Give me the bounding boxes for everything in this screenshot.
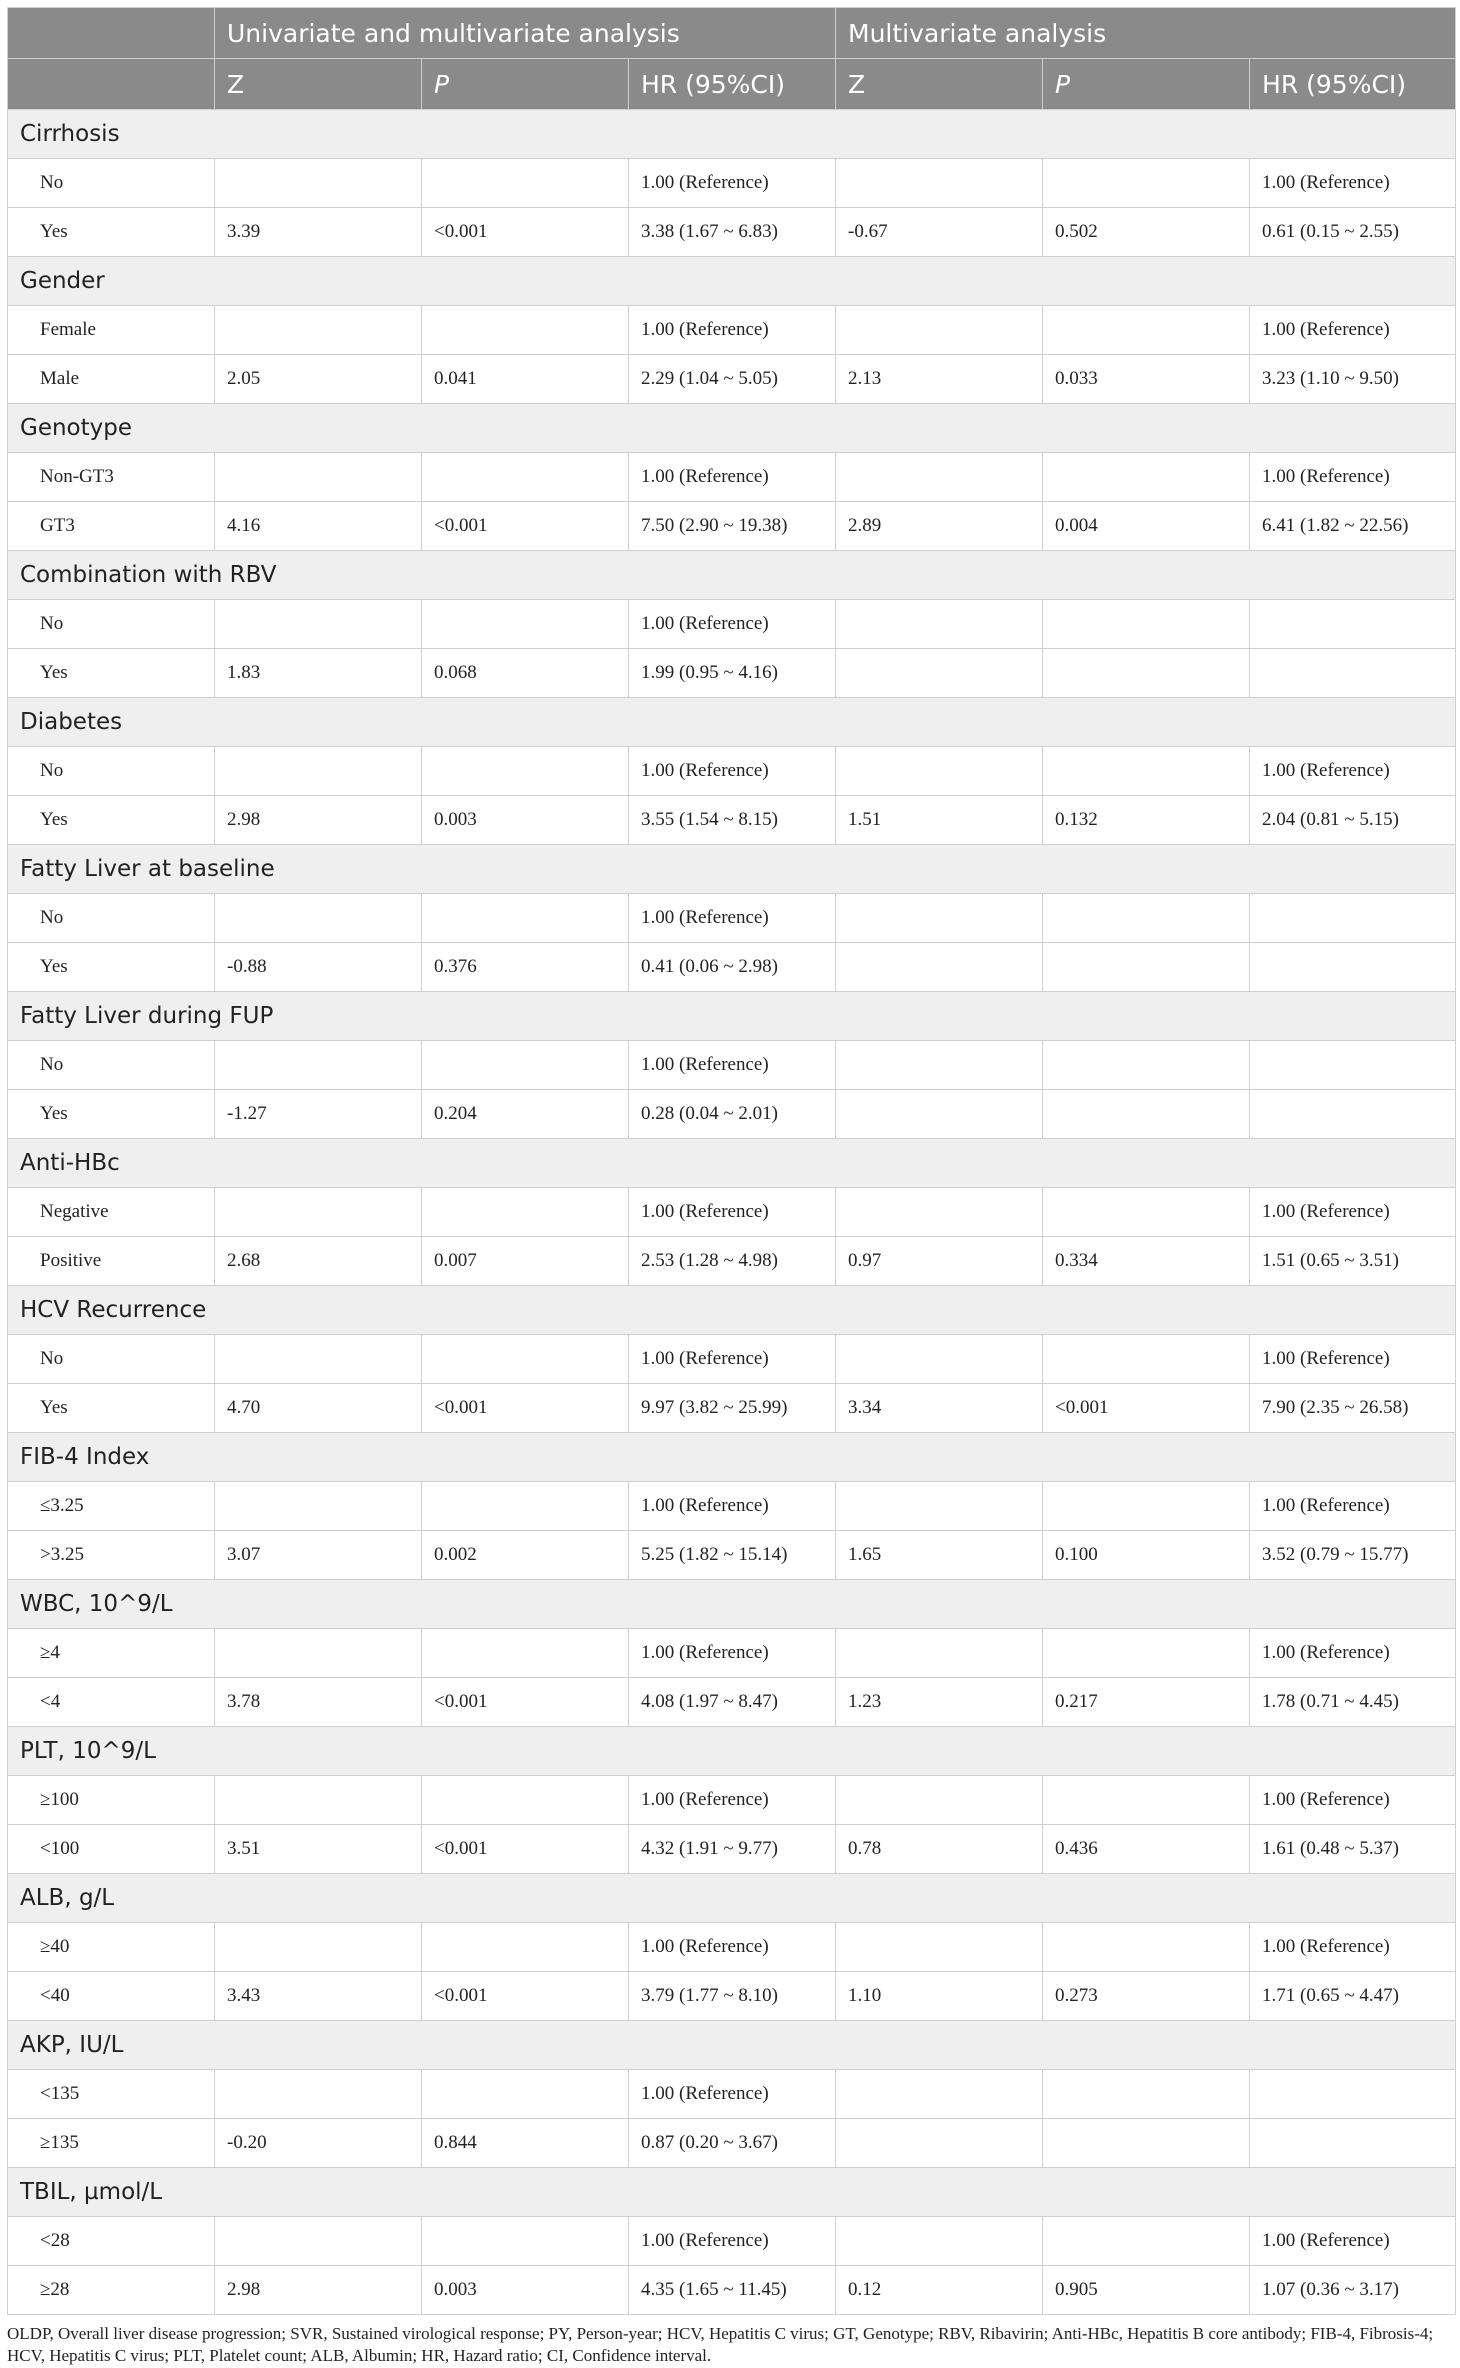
multivariate-z-cell: 0.12: [836, 2266, 1043, 2315]
multivariate-z-cell: -0.67: [836, 208, 1043, 257]
multivariate-hr-cell: 1.61 (0.48 ~ 5.37): [1250, 1825, 1456, 1874]
univariate-p-cell: [422, 2217, 629, 2266]
group-header-row: [8, 698, 1456, 747]
multivariate-z-cell: [836, 600, 1043, 649]
level-label-cell: ≤3.25: [8, 1482, 215, 1531]
multivariate-z-cell: 1.51: [836, 796, 1043, 845]
multivariate-z-cell: [836, 1041, 1043, 1090]
group-header-row: [8, 845, 1456, 894]
multivariate-hr-cell: [1250, 2119, 1456, 2168]
multivariate-z-cell: [836, 1776, 1043, 1825]
level-label-cell: No: [8, 600, 215, 649]
multivariate-p-cell: [1043, 1923, 1250, 1972]
header-col-p: P: [1043, 59, 1250, 110]
univariate-p-cell: 0.376: [422, 943, 629, 992]
group-header-row: [8, 2021, 1456, 2070]
univariate-hr-cell: 0.87 (0.20 ~ 3.67): [629, 2119, 836, 2168]
univariate-hr-cell: 1.00 (Reference): [629, 600, 836, 649]
multivariate-hr-cell: 1.00 (Reference): [1250, 2217, 1456, 2266]
variable-group-label: ALB, g/L: [8, 1874, 1456, 1923]
univariate-hr-cell: 9.97 (3.82 ~ 25.99): [629, 1384, 836, 1433]
univariate-z-cell: 2.98: [215, 796, 422, 845]
table-row: [8, 2266, 1456, 2315]
multivariate-hr-cell: 1.00 (Reference): [1250, 1776, 1456, 1825]
multivariate-z-cell: [836, 747, 1043, 796]
level-label-cell: ≥135: [8, 2119, 215, 2168]
table-row: [8, 1629, 1456, 1678]
header-univariate-group: Univariate and multivariate analysis: [215, 8, 836, 59]
multivariate-hr-cell: 1.78 (0.71 ~ 4.45): [1250, 1678, 1456, 1727]
univariate-z-cell: [215, 1482, 422, 1531]
multivariate-p-cell: 0.100: [1043, 1531, 1250, 1580]
table-row: [8, 600, 1456, 649]
multivariate-z-cell: [836, 159, 1043, 208]
multivariate-p-cell: <0.001: [1043, 1384, 1250, 1433]
variable-group-label: Combination with RBV: [8, 551, 1456, 600]
header-row-groups: [8, 8, 1456, 59]
header-col-p: P: [422, 59, 629, 110]
univariate-hr-cell: 1.00 (Reference): [629, 453, 836, 502]
univariate-z-cell: -1.27: [215, 1090, 422, 1139]
multivariate-p-cell: 0.502: [1043, 208, 1250, 257]
univariate-z-cell: [215, 2070, 422, 2119]
univariate-hr-cell: 1.00 (Reference): [629, 1188, 836, 1237]
multivariate-p-cell: [1043, 1041, 1250, 1090]
univariate-hr-cell: 1.00 (Reference): [629, 1776, 836, 1825]
group-header-row: [8, 110, 1456, 159]
variable-group-label: TBIL, µmol/L: [8, 2168, 1456, 2217]
header-row-columns: [8, 59, 1456, 110]
level-label-cell: ≥40: [8, 1923, 215, 1972]
univariate-p-cell: [422, 1776, 629, 1825]
group-header-row: [8, 992, 1456, 1041]
level-label-cell: No: [8, 1335, 215, 1384]
table-row: [8, 1041, 1456, 1090]
variable-group-label: Cirrhosis: [8, 110, 1456, 159]
univariate-z-cell: 2.68: [215, 1237, 422, 1286]
univariate-hr-cell: 1.00 (Reference): [629, 2070, 836, 2119]
multivariate-z-cell: [836, 649, 1043, 698]
univariate-p-cell: [422, 1482, 629, 1531]
level-label-cell: ≥100: [8, 1776, 215, 1825]
multivariate-hr-cell: 3.23 (1.10 ~ 9.50): [1250, 355, 1456, 404]
level-label-cell: Yes: [8, 208, 215, 257]
multivariate-z-cell: 2.13: [836, 355, 1043, 404]
multivariate-p-cell: [1043, 453, 1250, 502]
level-label-cell: ≥28: [8, 2266, 215, 2315]
univariate-p-cell: 0.003: [422, 796, 629, 845]
multivariate-hr-cell: 1.51 (0.65 ~ 3.51): [1250, 1237, 1456, 1286]
multivariate-z-cell: [836, 1090, 1043, 1139]
multivariate-p-cell: [1043, 2217, 1250, 2266]
univariate-hr-cell: 1.00 (Reference): [629, 2217, 836, 2266]
univariate-p-cell: 0.844: [422, 2119, 629, 2168]
univariate-p-cell: 0.068: [422, 649, 629, 698]
table-row: [8, 943, 1456, 992]
univariate-p-cell: <0.001: [422, 502, 629, 551]
level-label-cell: Yes: [8, 1384, 215, 1433]
table-row: [8, 747, 1456, 796]
multivariate-z-cell: 2.89: [836, 502, 1043, 551]
variable-group-label: Anti-HBc: [8, 1139, 1456, 1188]
univariate-p-cell: [422, 306, 629, 355]
variable-group-label: PLT, 10^9/L: [8, 1727, 1456, 1776]
univariate-z-cell: [215, 1776, 422, 1825]
univariate-p-cell: <0.001: [422, 208, 629, 257]
multivariate-z-cell: [836, 2217, 1043, 2266]
variable-group-label: Fatty Liver during FUP: [8, 992, 1456, 1041]
variable-group-label: Fatty Liver at baseline: [8, 845, 1456, 894]
group-header-row: [8, 1286, 1456, 1335]
multivariate-p-cell: [1043, 306, 1250, 355]
level-label-cell: >3.25: [8, 1531, 215, 1580]
level-label-cell: <100: [8, 1825, 215, 1874]
multivariate-p-cell: 0.033: [1043, 355, 1250, 404]
variable-group-label: HCV Recurrence: [8, 1286, 1456, 1335]
table-row: [8, 208, 1456, 257]
univariate-hr-cell: 1.00 (Reference): [629, 1482, 836, 1531]
univariate-p-cell: 0.003: [422, 2266, 629, 2315]
group-header-row: [8, 404, 1456, 453]
table-row: [8, 453, 1456, 502]
table-row: [8, 1335, 1456, 1384]
variable-group-label: Genotype: [8, 404, 1456, 453]
table-row: [8, 1531, 1456, 1580]
group-header-row: [8, 1874, 1456, 1923]
univariate-z-cell: 2.98: [215, 2266, 422, 2315]
table-row: [8, 796, 1456, 845]
variable-group-label: Gender: [8, 257, 1456, 306]
univariate-p-cell: [422, 747, 629, 796]
univariate-z-cell: 3.43: [215, 1972, 422, 2021]
variable-group-label: WBC, 10^9/L: [8, 1580, 1456, 1629]
univariate-hr-cell: 1.00 (Reference): [629, 306, 836, 355]
univariate-z-cell: 3.39: [215, 208, 422, 257]
level-label-cell: Yes: [8, 1090, 215, 1139]
univariate-z-cell: [215, 306, 422, 355]
univariate-z-cell: [215, 894, 422, 943]
level-label-cell: Male: [8, 355, 215, 404]
univariate-p-cell: [422, 1629, 629, 1678]
multivariate-z-cell: [836, 1335, 1043, 1384]
univariate-hr-cell: 1.00 (Reference): [629, 1923, 836, 1972]
multivariate-p-cell: 0.905: [1043, 2266, 1250, 2315]
multivariate-hr-cell: 1.00 (Reference): [1250, 1188, 1456, 1237]
header-col-hr: HR (95%CI): [629, 59, 836, 110]
header-col-z: Z: [836, 59, 1043, 110]
level-label-cell: No: [8, 747, 215, 796]
level-label-cell: <4: [8, 1678, 215, 1727]
multivariate-hr-cell: [1250, 2070, 1456, 2119]
multivariate-p-cell: 0.217: [1043, 1678, 1250, 1727]
univariate-p-cell: <0.001: [422, 1825, 629, 1874]
multivariate-z-cell: 0.78: [836, 1825, 1043, 1874]
univariate-z-cell: 1.83: [215, 649, 422, 698]
table-row: [8, 1776, 1456, 1825]
univariate-hr-cell: 3.55 (1.54 ~ 8.15): [629, 796, 836, 845]
group-header-row: [8, 1139, 1456, 1188]
multivariate-hr-cell: [1250, 943, 1456, 992]
group-header-row: [8, 551, 1456, 600]
univariate-z-cell: [215, 1923, 422, 1972]
level-label-cell: ≥4: [8, 1629, 215, 1678]
multivariate-hr-cell: [1250, 649, 1456, 698]
level-label-cell: No: [8, 159, 215, 208]
univariate-hr-cell: 1.00 (Reference): [629, 894, 836, 943]
multivariate-hr-cell: 1.00 (Reference): [1250, 1335, 1456, 1384]
multivariate-p-cell: 0.436: [1043, 1825, 1250, 1874]
univariate-z-cell: [215, 600, 422, 649]
univariate-hr-cell: 1.00 (Reference): [629, 1629, 836, 1678]
multivariate-hr-cell: 2.04 (0.81 ~ 5.15): [1250, 796, 1456, 845]
univariate-p-cell: 0.041: [422, 355, 629, 404]
multivariate-z-cell: [836, 1188, 1043, 1237]
multivariate-hr-cell: [1250, 1041, 1456, 1090]
multivariate-p-cell: [1043, 2119, 1250, 2168]
multivariate-hr-cell: 7.90 (2.35 ~ 26.58): [1250, 1384, 1456, 1433]
table-row: [8, 2217, 1456, 2266]
univariate-z-cell: 3.07: [215, 1531, 422, 1580]
multivariate-z-cell: [836, 306, 1043, 355]
multivariate-z-cell: 1.23: [836, 1678, 1043, 1727]
multivariate-hr-cell: 1.00 (Reference): [1250, 453, 1456, 502]
multivariate-p-cell: [1043, 159, 1250, 208]
univariate-p-cell: 0.002: [422, 1531, 629, 1580]
univariate-z-cell: 2.05: [215, 355, 422, 404]
table-row: [8, 649, 1456, 698]
univariate-p-cell: 0.204: [422, 1090, 629, 1139]
variable-group-label: FIB-4 Index: [8, 1433, 1456, 1482]
univariate-hr-cell: 7.50 (2.90 ~ 19.38): [629, 502, 836, 551]
level-label-cell: Non-GT3: [8, 453, 215, 502]
table-footnote: OLDP, Overall liver disease progression; SVR, Sustained virological response; PY, Person-year; HCV, Hepatitis C virus; GT, Genotype; RBV, Ribavirin; Anti-HBc, Hepatitis B core antibody; FIB-4, Fibrosis-4; HCV, Hepatitis C virus; PLT, Platelet count; ALB, Albumin; HR, Hazard ratio; CI, Confidence interval.: [7, 2324, 1434, 2365]
univariate-z-cell: [215, 1041, 422, 1090]
multivariate-p-cell: [1043, 649, 1250, 698]
multivariate-p-cell: 0.004: [1043, 502, 1250, 551]
multivariate-hr-cell: 6.41 (1.82 ~ 22.56): [1250, 502, 1456, 551]
level-label-cell: No: [8, 894, 215, 943]
level-label-cell: GT3: [8, 502, 215, 551]
univariate-z-cell: 3.78: [215, 1678, 422, 1727]
univariate-z-cell: [215, 1629, 422, 1678]
multivariate-p-cell: [1043, 894, 1250, 943]
univariate-p-cell: <0.001: [422, 1678, 629, 1727]
univariate-p-cell: 0.007: [422, 1237, 629, 1286]
multivariate-z-cell: 0.97: [836, 1237, 1043, 1286]
univariate-z-cell: 4.70: [215, 1384, 422, 1433]
univariate-hr-cell: 1.00 (Reference): [629, 1335, 836, 1384]
table-row: [8, 502, 1456, 551]
table-body: [8, 110, 1456, 2315]
univariate-hr-cell: 3.79 (1.77 ~ 8.10): [629, 1972, 836, 2021]
table-row: [8, 1678, 1456, 1727]
variable-group-label: Diabetes: [8, 698, 1456, 747]
multivariate-hr-cell: 0.61 (0.15 ~ 2.55): [1250, 208, 1456, 257]
univariate-hr-cell: 5.25 (1.82 ~ 15.14): [629, 1531, 836, 1580]
multivariate-z-cell: 1.10: [836, 1972, 1043, 2021]
multivariate-hr-cell: 1.00 (Reference): [1250, 1629, 1456, 1678]
multivariate-p-cell: [1043, 1335, 1250, 1384]
univariate-hr-cell: 0.28 (0.04 ~ 2.01): [629, 1090, 836, 1139]
multivariate-hr-cell: 1.00 (Reference): [1250, 159, 1456, 208]
univariate-p-cell: [422, 894, 629, 943]
table-row: [8, 1188, 1456, 1237]
univariate-hr-cell: 0.41 (0.06 ~ 2.98): [629, 943, 836, 992]
hazard-ratio-table: [7, 7, 1456, 2315]
header-blank-cell: [8, 8, 215, 59]
multivariate-hr-cell: [1250, 1090, 1456, 1139]
multivariate-p-cell: 0.334: [1043, 1237, 1250, 1286]
univariate-z-cell: [215, 159, 422, 208]
level-label-cell: <40: [8, 1972, 215, 2021]
univariate-hr-cell: 4.35 (1.65 ~ 11.45): [629, 2266, 836, 2315]
univariate-hr-cell: 1.00 (Reference): [629, 747, 836, 796]
header-blank-cell: [8, 59, 215, 110]
header-col-z: Z: [215, 59, 422, 110]
univariate-z-cell: [215, 2217, 422, 2266]
level-label-cell: Female: [8, 306, 215, 355]
table-row: [8, 894, 1456, 943]
table-row: [8, 1482, 1456, 1531]
multivariate-z-cell: [836, 1629, 1043, 1678]
table-row: [8, 1090, 1456, 1139]
univariate-hr-cell: 2.53 (1.28 ~ 4.98): [629, 1237, 836, 1286]
univariate-p-cell: [422, 1188, 629, 1237]
univariate-z-cell: -0.88: [215, 943, 422, 992]
univariate-z-cell: 4.16: [215, 502, 422, 551]
univariate-hr-cell: 1.99 (0.95 ~ 4.16): [629, 649, 836, 698]
group-header-row: [8, 2168, 1456, 2217]
univariate-p-cell: [422, 2070, 629, 2119]
multivariate-z-cell: [836, 1923, 1043, 1972]
multivariate-hr-cell: 1.00 (Reference): [1250, 306, 1456, 355]
multivariate-hr-cell: 1.07 (0.36 ~ 3.17): [1250, 2266, 1456, 2315]
multivariate-hr-cell: 1.00 (Reference): [1250, 1482, 1456, 1531]
multivariate-z-cell: [836, 943, 1043, 992]
header-col-hr: HR (95%CI): [1250, 59, 1456, 110]
multivariate-hr-cell: 3.52 (0.79 ~ 15.77): [1250, 1531, 1456, 1580]
univariate-p-cell: [422, 159, 629, 208]
level-label-cell: Yes: [8, 649, 215, 698]
univariate-z-cell: [215, 1335, 422, 1384]
univariate-z-cell: [215, 1188, 422, 1237]
univariate-hr-cell: 4.32 (1.91 ~ 9.77): [629, 1825, 836, 1874]
multivariate-p-cell: 0.273: [1043, 1972, 1250, 2021]
table-row: [8, 2070, 1456, 2119]
multivariate-p-cell: 0.132: [1043, 796, 1250, 845]
multivariate-z-cell: [836, 2070, 1043, 2119]
variable-group-label: AKP, IU/L: [8, 2021, 1456, 2070]
univariate-hr-cell: 1.00 (Reference): [629, 159, 836, 208]
multivariate-hr-cell: 1.71 (0.65 ~ 4.47): [1250, 1972, 1456, 2021]
multivariate-p-cell: [1043, 1188, 1250, 1237]
multivariate-z-cell: [836, 453, 1043, 502]
multivariate-z-cell: [836, 1482, 1043, 1531]
univariate-hr-cell: 4.08 (1.97 ~ 8.47): [629, 1678, 836, 1727]
table-row: [8, 159, 1456, 208]
level-label-cell: Yes: [8, 796, 215, 845]
multivariate-z-cell: 3.34: [836, 1384, 1043, 1433]
multivariate-p-cell: [1043, 1629, 1250, 1678]
table-row: [8, 1923, 1456, 1972]
univariate-hr-cell: 3.38 (1.67 ~ 6.83): [629, 208, 836, 257]
level-label-cell: Positive: [8, 1237, 215, 1286]
table-row: [8, 306, 1456, 355]
univariate-hr-cell: 2.29 (1.04 ~ 5.05): [629, 355, 836, 404]
group-header-row: [8, 1580, 1456, 1629]
multivariate-p-cell: [1043, 1482, 1250, 1531]
multivariate-z-cell: [836, 894, 1043, 943]
table-row: [8, 1825, 1456, 1874]
table-row: [8, 1972, 1456, 2021]
multivariate-hr-cell: [1250, 894, 1456, 943]
multivariate-z-cell: 1.65: [836, 1531, 1043, 1580]
univariate-p-cell: [422, 453, 629, 502]
header-multivariate-group: Multivariate analysis: [836, 8, 1456, 59]
multivariate-p-cell: [1043, 1776, 1250, 1825]
table-row: [8, 2119, 1456, 2168]
level-label-cell: No: [8, 1041, 215, 1090]
multivariate-hr-cell: 1.00 (Reference): [1250, 747, 1456, 796]
univariate-z-cell: 3.51: [215, 1825, 422, 1874]
multivariate-p-cell: [1043, 2070, 1250, 2119]
multivariate-hr-cell: [1250, 600, 1456, 649]
table-row: [8, 1384, 1456, 1433]
group-header-row: [8, 1727, 1456, 1776]
level-label-cell: <28: [8, 2217, 215, 2266]
level-label-cell: Negative: [8, 1188, 215, 1237]
univariate-p-cell: [422, 1335, 629, 1384]
multivariate-p-cell: [1043, 747, 1250, 796]
multivariate-hr-cell: 1.00 (Reference): [1250, 1923, 1456, 1972]
multivariate-p-cell: [1043, 1090, 1250, 1139]
univariate-p-cell: [422, 600, 629, 649]
multivariate-z-cell: [836, 2119, 1043, 2168]
level-label-cell: Yes: [8, 943, 215, 992]
multivariate-p-cell: [1043, 600, 1250, 649]
level-label-cell: <135: [8, 2070, 215, 2119]
univariate-p-cell: <0.001: [422, 1384, 629, 1433]
table-row: [8, 355, 1456, 404]
univariate-z-cell: [215, 453, 422, 502]
table-row: [8, 1237, 1456, 1286]
univariate-hr-cell: 1.00 (Reference): [629, 1041, 836, 1090]
table-header: [8, 8, 1456, 110]
multivariate-p-cell: [1043, 943, 1250, 992]
group-header-row: [8, 257, 1456, 306]
results-table-container: [7, 7, 1455, 2367]
group-header-row: [8, 1433, 1456, 1482]
univariate-z-cell: [215, 747, 422, 796]
univariate-z-cell: -0.20: [215, 2119, 422, 2168]
univariate-p-cell: [422, 1923, 629, 1972]
univariate-p-cell: [422, 1041, 629, 1090]
univariate-p-cell: <0.001: [422, 1972, 629, 2021]
